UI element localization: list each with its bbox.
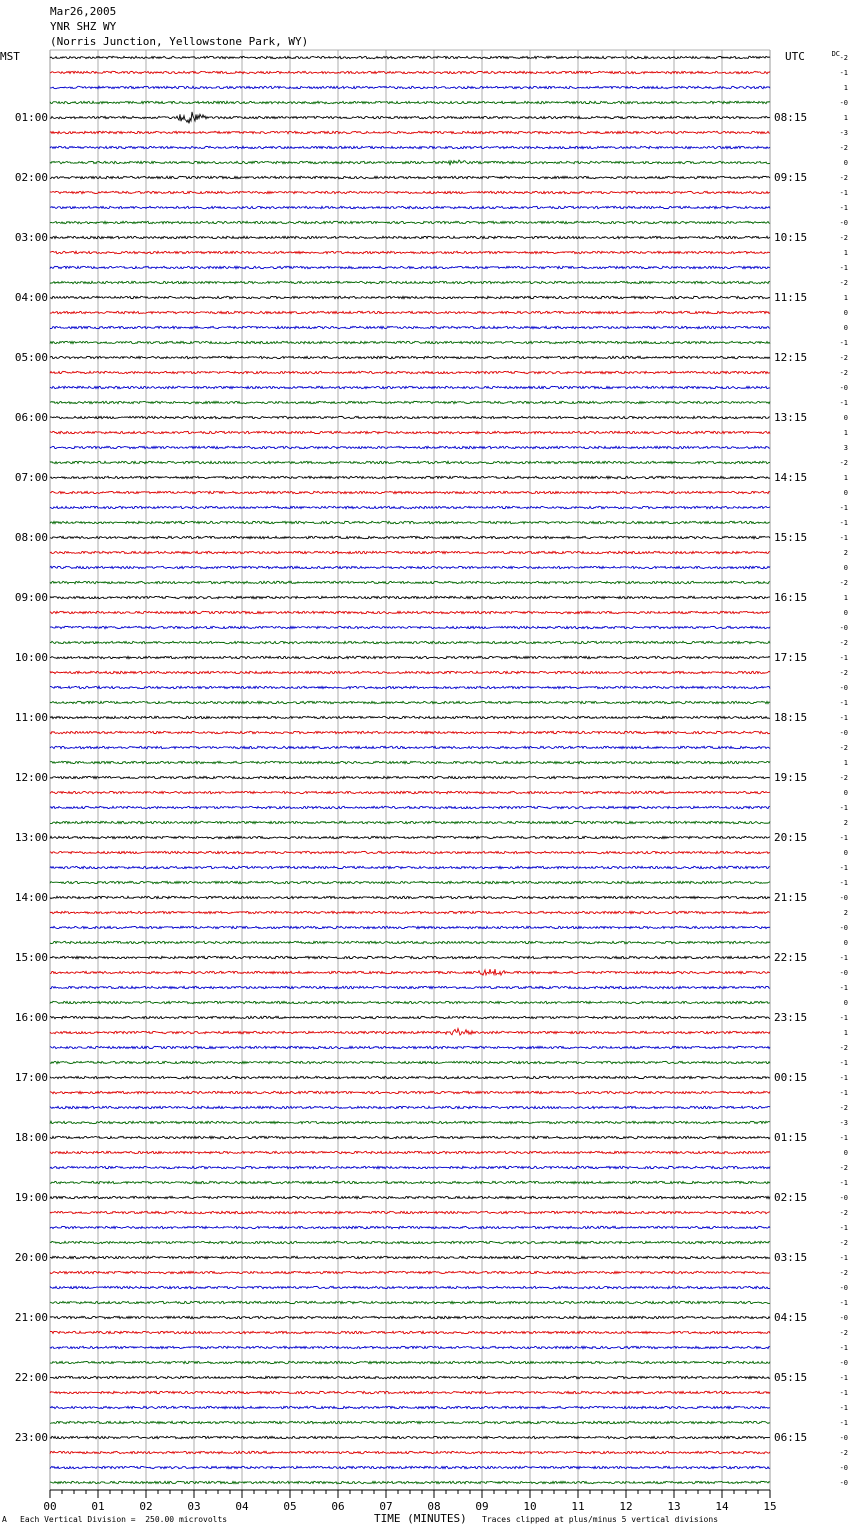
trace-row-47 bbox=[50, 761, 770, 763]
x-tick-label: 14 bbox=[715, 1500, 729, 1513]
hour-label-utc: 14:15 bbox=[774, 470, 808, 484]
trace-row-2 bbox=[50, 86, 770, 88]
x-tick-label: 08 bbox=[427, 1500, 441, 1513]
trace-row-9 bbox=[50, 191, 770, 193]
trace-row-75 bbox=[50, 1181, 770, 1183]
hour-label-mst: 22:00 bbox=[14, 1370, 48, 1384]
hour-label-utc: 05:15 bbox=[774, 1370, 808, 1384]
trace-row-69 bbox=[50, 1091, 770, 1093]
trace-row-25 bbox=[50, 431, 770, 433]
hour-label-utc: 03:15 bbox=[774, 1250, 808, 1264]
trace-row-73 bbox=[50, 1151, 770, 1153]
hour-label-mst: 15:00 bbox=[14, 950, 48, 964]
trace-row-21 bbox=[50, 371, 770, 373]
dc-offset-row-73: 0 bbox=[843, 1148, 848, 1157]
trace-row-5 bbox=[50, 131, 770, 133]
hour-label-utc: 15:15 bbox=[774, 530, 808, 544]
trace-row-85 bbox=[50, 1331, 770, 1333]
trace-row-71 bbox=[50, 1121, 770, 1123]
dc-offset-row-23: -1 bbox=[839, 398, 848, 407]
hour-label-mst: 01:00 bbox=[14, 110, 48, 124]
dc-offset-row-40: -1 bbox=[839, 653, 848, 662]
hour-label-mst: 09:00 bbox=[14, 590, 48, 604]
dc-offset-row-50: -1 bbox=[839, 803, 848, 812]
trace-row-50 bbox=[50, 806, 770, 808]
dc-offset-row-85: -2 bbox=[839, 1328, 848, 1337]
trace-row-58 bbox=[50, 926, 770, 928]
hour-label-utc: 12:15 bbox=[774, 350, 808, 364]
dc-offset-row-20: -2 bbox=[839, 353, 848, 362]
trace-row-37 bbox=[50, 611, 770, 613]
trace-row-55 bbox=[50, 881, 770, 883]
trace-row-90 bbox=[50, 1406, 770, 1408]
dc-offset-row-5: -3 bbox=[839, 128, 848, 137]
dc-offset-row-86: -1 bbox=[839, 1343, 848, 1352]
trace-row-88 bbox=[50, 1376, 770, 1378]
trace-row-15 bbox=[50, 281, 770, 283]
dc-offset-header: DC bbox=[831, 50, 840, 58]
hour-label-utc: 04:15 bbox=[774, 1310, 808, 1324]
hour-label-mst: 14:00 bbox=[14, 890, 48, 904]
trace-row-17 bbox=[50, 311, 770, 313]
trace-row-35 bbox=[50, 581, 770, 583]
dc-offset-row-80: -1 bbox=[839, 1253, 848, 1262]
x-tick-label: 05 bbox=[283, 1500, 297, 1513]
hour-label-utc: 11:15 bbox=[774, 290, 808, 304]
dc-offset-row-22: -0 bbox=[839, 383, 848, 392]
trace-row-63 bbox=[50, 1001, 770, 1003]
hour-label-mst: 08:00 bbox=[14, 530, 48, 544]
trace-row-39 bbox=[50, 641, 770, 643]
trace-row-72 bbox=[50, 1136, 770, 1138]
trace-row-57 bbox=[50, 911, 770, 913]
hour-label-utc: 23:15 bbox=[774, 1010, 808, 1024]
trace-row-91 bbox=[50, 1421, 770, 1423]
trace-row-40 bbox=[50, 656, 770, 658]
dc-offset-row-72: -1 bbox=[839, 1133, 848, 1142]
x-tick-label: 10 bbox=[523, 1500, 537, 1513]
trace-row-65 bbox=[50, 1029, 770, 1036]
dc-offset-row-61: -0 bbox=[839, 968, 848, 977]
dc-offset-row-37: 0 bbox=[843, 608, 848, 617]
dc-offset-row-71: -3 bbox=[839, 1118, 848, 1127]
dc-offset-row-33: 2 bbox=[843, 548, 848, 557]
dc-offset-row-77: -2 bbox=[839, 1208, 848, 1217]
trace-row-34 bbox=[50, 566, 770, 568]
trace-row-32 bbox=[50, 536, 770, 538]
trace-row-70 bbox=[50, 1106, 770, 1108]
trace-row-6 bbox=[50, 146, 770, 148]
hour-label-utc: 08:15 bbox=[774, 110, 808, 124]
dc-offset-row-16: 1 bbox=[843, 293, 848, 302]
hour-label-utc: 20:15 bbox=[774, 830, 808, 844]
trace-row-26 bbox=[50, 446, 770, 448]
trace-row-67 bbox=[50, 1061, 770, 1063]
trace-row-22 bbox=[50, 386, 770, 388]
dc-offset-row-49: 0 bbox=[843, 788, 848, 797]
trace-row-59 bbox=[50, 941, 770, 943]
dc-offset-row-14: -1 bbox=[839, 263, 848, 272]
hour-label-mst: 03:00 bbox=[14, 230, 48, 244]
dc-offset-row-78: -1 bbox=[839, 1223, 848, 1232]
hour-label-mst: 21:00 bbox=[14, 1310, 48, 1324]
hour-label-mst: 20:00 bbox=[14, 1250, 48, 1264]
trace-row-53 bbox=[50, 851, 770, 853]
trace-row-66 bbox=[50, 1046, 770, 1048]
minute-gridlines bbox=[50, 50, 770, 1490]
scale-note: Each Vertical Division = 250.00 microvolts bbox=[20, 1515, 228, 1524]
hour-label-utc: 19:15 bbox=[774, 770, 808, 784]
x-tick-label: 12 bbox=[619, 1500, 633, 1513]
trace-row-61 bbox=[50, 969, 770, 975]
dc-offset-row-81: -2 bbox=[839, 1268, 848, 1277]
trace-row-12 bbox=[50, 236, 770, 238]
trace-row-4 bbox=[50, 112, 770, 124]
dc-offset-row-4: 1 bbox=[843, 113, 848, 122]
dc-offset-row-38: -0 bbox=[839, 623, 848, 632]
trace-row-52 bbox=[50, 836, 770, 838]
trace-row-51 bbox=[50, 821, 770, 823]
trace-row-18 bbox=[50, 326, 770, 328]
hour-label-mst: 18:00 bbox=[14, 1130, 48, 1144]
trace-row-10 bbox=[50, 206, 770, 208]
dc-offset-row-32: -1 bbox=[839, 533, 848, 542]
hour-label-utc: 10:15 bbox=[774, 230, 808, 244]
dc-offset-row-56: -0 bbox=[839, 893, 848, 902]
x-tick-label: 04 bbox=[235, 1500, 249, 1513]
dc-offset-row-12: -2 bbox=[839, 233, 848, 242]
trace-row-44 bbox=[50, 716, 770, 718]
dc-offset-row-66: -2 bbox=[839, 1043, 848, 1052]
trace-row-92 bbox=[50, 1436, 770, 1438]
dc-offset-row-11: -0 bbox=[839, 218, 848, 227]
hour-label-utc: 17:15 bbox=[774, 650, 808, 664]
recording-date: Mar26,2005 bbox=[50, 5, 117, 18]
dc-offset-row-58: -0 bbox=[839, 923, 848, 932]
trace-row-30 bbox=[50, 506, 770, 508]
hour-label-utc: 21:15 bbox=[774, 890, 808, 904]
dc-offset-row-2: 1 bbox=[843, 83, 848, 92]
dc-offset-row-91: -1 bbox=[839, 1418, 848, 1427]
dc-offset-row-74: -2 bbox=[839, 1163, 848, 1172]
x-tick-label: 01 bbox=[91, 1500, 105, 1513]
trace-row-41 bbox=[50, 671, 770, 673]
trace-row-78 bbox=[50, 1226, 770, 1228]
x-tick-label: 07 bbox=[379, 1500, 393, 1513]
hour-label-utc: 00:15 bbox=[774, 1070, 808, 1084]
trace-row-1 bbox=[50, 71, 770, 73]
trace-row-19 bbox=[50, 341, 770, 343]
dc-offset-row-59: 0 bbox=[843, 938, 848, 947]
trace-row-76 bbox=[50, 1196, 770, 1198]
station-location: (Norris Junction, Yellowstone Park, WY) bbox=[50, 35, 309, 48]
hour-label-mst: 19:00 bbox=[14, 1190, 48, 1204]
dc-offset-row-10: -1 bbox=[839, 203, 848, 212]
trace-row-23 bbox=[50, 401, 770, 403]
right-timezone-label: UTC bbox=[785, 50, 805, 63]
dc-offset-row-17: 0 bbox=[843, 308, 848, 317]
trace-row-89 bbox=[50, 1391, 770, 1393]
trace-row-48 bbox=[50, 776, 770, 778]
trace-row-11 bbox=[50, 221, 770, 223]
hour-label-utc: 16:15 bbox=[774, 590, 808, 604]
trace-row-81 bbox=[50, 1271, 770, 1273]
dc-offset-row-6: -2 bbox=[839, 143, 848, 152]
dc-offset-row-57: 2 bbox=[843, 908, 848, 917]
dc-offset-row-65: 1 bbox=[843, 1028, 848, 1037]
dc-offset-row-90: -1 bbox=[839, 1403, 848, 1412]
dc-offset-row-21: -2 bbox=[839, 368, 848, 377]
dc-offset-row-15: -2 bbox=[839, 278, 848, 287]
seismic-traces bbox=[50, 56, 770, 1483]
hour-label-mst: 13:00 bbox=[14, 830, 48, 844]
dc-offset-row-79: -2 bbox=[839, 1238, 848, 1247]
dc-offset-row-84: -0 bbox=[839, 1313, 848, 1322]
trace-row-56 bbox=[50, 896, 770, 898]
dc-offset-row-30: -1 bbox=[839, 503, 848, 512]
trace-row-33 bbox=[50, 551, 770, 553]
left-timezone-label: MST bbox=[0, 50, 20, 63]
trace-row-79 bbox=[50, 1241, 770, 1243]
trace-row-16 bbox=[50, 296, 770, 298]
dc-offset-row-75: -1 bbox=[839, 1178, 848, 1187]
x-tick-label: 02 bbox=[139, 1500, 153, 1513]
trace-row-31 bbox=[50, 521, 770, 523]
trace-row-8 bbox=[50, 176, 770, 178]
trace-row-68 bbox=[50, 1076, 770, 1078]
trace-row-42 bbox=[50, 686, 770, 688]
dc-offset-row-64: -1 bbox=[839, 1013, 848, 1022]
x-tick-label: 00 bbox=[43, 1500, 57, 1513]
dc-offset-row-93: -2 bbox=[839, 1448, 848, 1457]
trace-row-74 bbox=[50, 1166, 770, 1168]
dc-offset-row-9: -1 bbox=[839, 188, 848, 197]
trace-row-64 bbox=[50, 1016, 770, 1018]
trace-row-84 bbox=[50, 1316, 770, 1318]
dc-offset-row-13: 1 bbox=[843, 248, 848, 257]
dc-offset-row-8: -2 bbox=[839, 173, 848, 182]
dc-offset-row-42: -0 bbox=[839, 683, 848, 692]
x-tick-label: 03 bbox=[187, 1500, 201, 1513]
footer-mark: A bbox=[2, 1515, 7, 1524]
hour-label-mst: 16:00 bbox=[14, 1010, 48, 1024]
dc-offset-row-87: -0 bbox=[839, 1358, 848, 1367]
hour-label-mst: 11:00 bbox=[14, 710, 48, 724]
hour-label-mst: 07:00 bbox=[14, 470, 48, 484]
trace-row-43 bbox=[50, 701, 770, 703]
dc-offset-row-39: -2 bbox=[839, 638, 848, 647]
trace-row-82 bbox=[50, 1286, 770, 1288]
hour-label-mst: 04:00 bbox=[14, 290, 48, 304]
dc-offset-row-7: 0 bbox=[843, 158, 848, 167]
x-tick-label: 11 bbox=[571, 1500, 585, 1513]
x-axis-title: TIME (MINUTES) bbox=[374, 1512, 467, 1525]
clip-note: Traces clipped at plus/minus 5 vertical divisions bbox=[482, 1515, 719, 1524]
trace-row-20 bbox=[50, 356, 770, 358]
dc-offset-row-31: -1 bbox=[839, 518, 848, 527]
trace-row-95 bbox=[50, 1481, 770, 1483]
dc-offset-row-25: 1 bbox=[843, 428, 848, 437]
dc-offset-row-45: -0 bbox=[839, 728, 848, 737]
trace-row-29 bbox=[50, 491, 770, 493]
dc-offset-row-24: 0 bbox=[843, 413, 848, 422]
dc-offset-row-35: -2 bbox=[839, 578, 848, 587]
trace-row-80 bbox=[50, 1256, 770, 1258]
dc-offset-row-44: -1 bbox=[839, 713, 848, 722]
trace-row-46 bbox=[50, 746, 770, 748]
dc-offset-row-26: 3 bbox=[843, 443, 848, 452]
dc-offset-row-47: 1 bbox=[843, 758, 848, 767]
trace-row-86 bbox=[50, 1346, 770, 1348]
trace-row-38 bbox=[50, 626, 770, 628]
dc-offset-row-34: 0 bbox=[843, 563, 848, 572]
hour-label-utc: 13:15 bbox=[774, 410, 808, 424]
dc-offset-row-94: -0 bbox=[839, 1463, 848, 1472]
dc-offset-row-43: -1 bbox=[839, 698, 848, 707]
dc-offset-row-27: -2 bbox=[839, 458, 848, 467]
dc-offset-row-1: -1 bbox=[839, 68, 848, 77]
dc-offset-row-46: -2 bbox=[839, 743, 848, 752]
dc-offset-row-48: -2 bbox=[839, 773, 848, 782]
hour-label-mst: 06:00 bbox=[14, 410, 48, 424]
trace-row-77 bbox=[50, 1211, 770, 1213]
dc-offset-row-89: -1 bbox=[839, 1388, 848, 1397]
trace-row-14 bbox=[50, 266, 770, 268]
trace-row-13 bbox=[50, 251, 770, 253]
dc-offset-row-29: 0 bbox=[843, 488, 848, 497]
dc-offset-row-69: -1 bbox=[839, 1088, 848, 1097]
hour-label-utc: 09:15 bbox=[774, 170, 808, 184]
trace-row-54 bbox=[50, 866, 770, 868]
x-tick-label: 13 bbox=[667, 1500, 681, 1513]
trace-row-0 bbox=[50, 56, 770, 58]
dc-offset-row-53: 0 bbox=[843, 848, 848, 857]
dc-offset-row-63: 0 bbox=[843, 998, 848, 1007]
dc-offset-row-18: 0 bbox=[843, 323, 848, 332]
trace-row-83 bbox=[50, 1301, 770, 1303]
dc-offset-row-82: -0 bbox=[839, 1283, 848, 1292]
hour-label-mst: 10:00 bbox=[14, 650, 48, 664]
dc-offset-row-41: -2 bbox=[839, 668, 848, 677]
hour-label-mst: 23:00 bbox=[14, 1430, 48, 1444]
dc-offset-row-36: 1 bbox=[843, 593, 848, 602]
trace-row-87 bbox=[50, 1361, 770, 1363]
hour-label-utc: 01:15 bbox=[774, 1130, 808, 1144]
trace-row-7 bbox=[50, 160, 770, 165]
dc-offset-row-55: -1 bbox=[839, 878, 848, 887]
dc-offset-row-68: -1 bbox=[839, 1073, 848, 1082]
x-tick-label: 15 bbox=[763, 1500, 777, 1513]
dc-offset-row-70: -2 bbox=[839, 1103, 848, 1112]
trace-row-93 bbox=[50, 1451, 770, 1453]
dc-offset-row-19: -1 bbox=[839, 338, 848, 347]
dc-offset-row-54: -1 bbox=[839, 863, 848, 872]
dc-offset-row-76: -0 bbox=[839, 1193, 848, 1202]
hour-label-mst: 17:00 bbox=[14, 1070, 48, 1084]
trace-row-60 bbox=[50, 956, 770, 958]
station-code: YNR SHZ WY bbox=[50, 20, 117, 33]
dc-offset-row-0: -2 bbox=[839, 53, 848, 62]
hour-label-mst: 05:00 bbox=[14, 350, 48, 364]
dc-offset-row-60: -1 bbox=[839, 953, 848, 962]
dc-offset-row-28: 1 bbox=[843, 473, 848, 482]
hour-label-utc: 02:15 bbox=[774, 1190, 808, 1204]
trace-row-36 bbox=[50, 596, 770, 598]
dc-offset-row-67: -1 bbox=[839, 1058, 848, 1067]
trace-row-94 bbox=[50, 1466, 770, 1468]
trace-row-24 bbox=[50, 416, 770, 418]
hour-label-utc: 18:15 bbox=[774, 710, 808, 724]
dc-offset-row-83: -1 bbox=[839, 1298, 848, 1307]
hour-label-utc: 06:15 bbox=[774, 1430, 808, 1444]
dc-offset-row-52: -1 bbox=[839, 833, 848, 842]
dc-offset-row-95: -0 bbox=[839, 1478, 848, 1487]
trace-row-49 bbox=[50, 791, 770, 793]
hour-label-utc: 22:15 bbox=[774, 950, 808, 964]
dc-offset-row-51: 2 bbox=[843, 818, 848, 827]
dc-offset-row-92: -0 bbox=[839, 1433, 848, 1442]
x-tick-label: 09 bbox=[475, 1500, 489, 1513]
time-axis bbox=[50, 1490, 770, 1498]
trace-row-62 bbox=[50, 986, 770, 988]
hour-label-mst: 12:00 bbox=[14, 770, 48, 784]
dc-offset-row-3: -0 bbox=[839, 98, 848, 107]
trace-row-28 bbox=[50, 476, 770, 478]
dc-offset-row-88: -1 bbox=[839, 1373, 848, 1382]
dc-offset-row-62: -1 bbox=[839, 983, 848, 992]
trace-row-45 bbox=[50, 731, 770, 733]
x-tick-label: 06 bbox=[331, 1500, 345, 1513]
trace-row-3 bbox=[50, 101, 770, 103]
hour-label-mst: 02:00 bbox=[14, 170, 48, 184]
trace-row-27 bbox=[50, 461, 770, 463]
